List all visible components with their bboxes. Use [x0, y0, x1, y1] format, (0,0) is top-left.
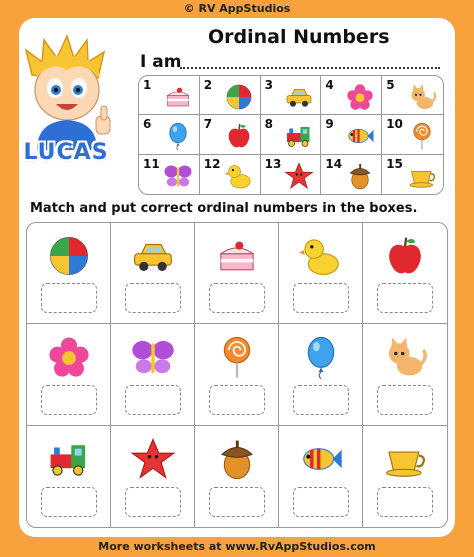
beach-ball-icon — [46, 233, 92, 279]
key-number: 4 — [325, 78, 334, 92]
answer-box[interactable] — [377, 487, 433, 517]
match-cell — [27, 426, 111, 527]
key-cell — [139, 155, 200, 194]
answer-box[interactable] — [125, 385, 181, 415]
duck-icon — [298, 233, 344, 279]
duck-icon — [224, 161, 254, 191]
teacup-icon — [407, 161, 437, 191]
answer-box[interactable] — [293, 283, 349, 313]
match-cell — [111, 426, 195, 527]
fish-icon — [345, 121, 375, 151]
butterfly-icon — [130, 334, 176, 380]
key-number: 8 — [264, 117, 273, 132]
answer-box[interactable] — [209, 487, 265, 517]
cake-icon — [163, 82, 193, 112]
beach-ball-icon — [224, 82, 254, 112]
match-cell — [279, 223, 363, 324]
match-cell — [363, 223, 447, 324]
key-number: 14 — [325, 156, 343, 171]
lucas-logo: LUCAS — [23, 140, 109, 165]
key-number: 2 — [203, 78, 213, 92]
key-cell — [139, 115, 200, 154]
match-cell — [363, 324, 447, 425]
key-cell — [321, 155, 382, 194]
worksheet-title: Ordinal Numbers — [208, 26, 390, 48]
key-number: 9 — [325, 117, 334, 132]
key-cell — [261, 115, 322, 154]
answer-box[interactable] — [377, 283, 433, 313]
key-cell — [200, 115, 261, 154]
answer-box[interactable] — [377, 385, 433, 415]
name-line[interactable] — [180, 67, 440, 69]
toy-car-icon — [130, 233, 176, 279]
instruction-text: Match and put correct ordinal numbers in the boxes. — [30, 201, 418, 216]
bottom-credit: More worksheets at www.RvAppStudios.com — [98, 540, 376, 553]
toy-train-icon — [46, 436, 92, 482]
key-cell — [200, 76, 261, 115]
answer-box[interactable] — [293, 487, 349, 517]
starfish-icon — [284, 161, 314, 191]
key-number: 11 — [143, 156, 160, 171]
key-number: 13 — [264, 156, 282, 171]
acorn-icon — [345, 161, 375, 191]
key-number: 5 — [386, 78, 395, 92]
key-cell — [139, 76, 200, 115]
match-cell — [27, 324, 111, 425]
key-cell — [382, 76, 443, 115]
answer-box[interactable] — [41, 487, 97, 517]
key-number: 1 — [143, 78, 152, 92]
starfish-icon — [130, 436, 176, 482]
lollipop-icon — [407, 121, 437, 151]
key-number: 7 — [203, 117, 213, 132]
match-cell — [195, 426, 279, 527]
match-cell — [27, 223, 111, 324]
key-cell — [321, 76, 382, 115]
cat-icon — [382, 334, 428, 380]
match-cell — [195, 223, 279, 324]
key-cell — [382, 115, 443, 154]
teacup-icon — [382, 436, 428, 482]
match-grid — [26, 222, 448, 528]
acorn-icon — [214, 436, 260, 482]
answer-box[interactable] — [125, 283, 181, 313]
answer-box[interactable] — [209, 283, 265, 313]
match-cell — [111, 324, 195, 425]
match-cell — [363, 426, 447, 527]
flower-icon — [345, 82, 375, 112]
cake-icon — [214, 233, 260, 279]
match-cell — [195, 324, 279, 425]
key-number: 12 — [203, 156, 221, 171]
key-cell — [382, 155, 443, 194]
apple-icon — [382, 233, 428, 279]
fish-icon — [298, 436, 344, 482]
balloon-icon — [298, 334, 344, 380]
key-number: 3 — [264, 78, 273, 92]
match-cell — [279, 426, 363, 527]
answer-box[interactable] — [293, 385, 349, 415]
match-cell — [111, 223, 195, 324]
ordinal-key-grid — [138, 75, 444, 195]
toy-train-icon — [284, 121, 314, 151]
key-number: 6 — [143, 117, 152, 132]
answer-box[interactable] — [209, 385, 265, 415]
cat-icon — [407, 82, 437, 112]
flower-icon — [46, 334, 92, 380]
key-cell — [261, 76, 322, 115]
key-cell — [261, 155, 322, 194]
lollipop-icon — [214, 334, 260, 380]
key-number: 15 — [386, 156, 403, 171]
top-credit: © RV AppStudios — [183, 2, 291, 15]
apple-icon — [224, 121, 254, 151]
key-cell — [321, 115, 382, 154]
key-cell — [200, 155, 261, 194]
toy-car-icon — [284, 82, 314, 112]
answer-box[interactable] — [41, 385, 97, 415]
butterfly-icon — [163, 161, 193, 191]
balloon-icon — [163, 121, 193, 151]
match-cell — [279, 324, 363, 425]
answer-box[interactable] — [125, 487, 181, 517]
key-number: 10 — [386, 117, 403, 132]
answer-box[interactable] — [41, 283, 97, 313]
name-prompt: I am — [140, 52, 182, 72]
